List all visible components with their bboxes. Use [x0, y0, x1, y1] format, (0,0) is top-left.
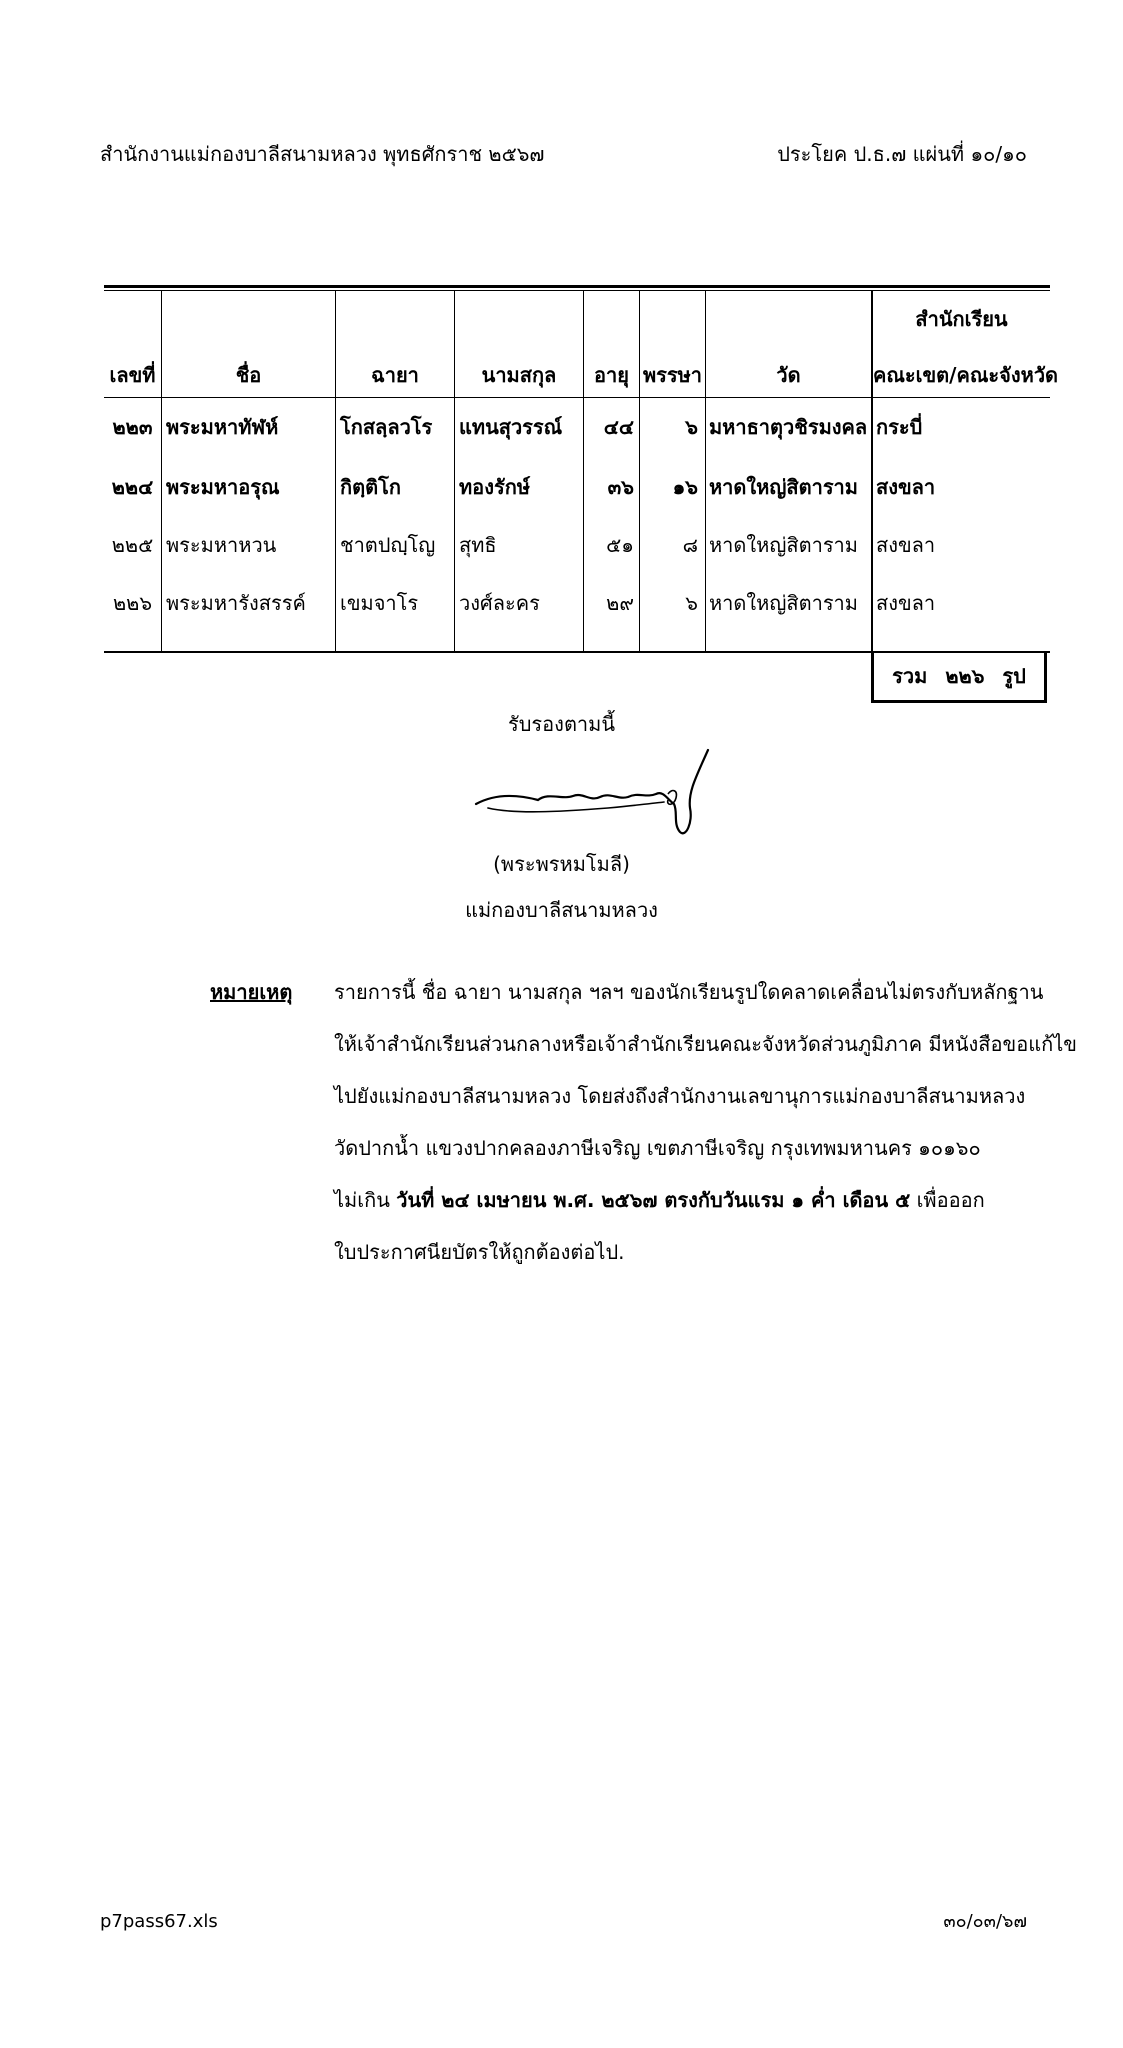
cell-no: ๒๒๓ — [112, 415, 153, 439]
cell-temple: หาดใหญ่สิตาราม — [709, 533, 858, 557]
note-line: ให้เจ้าสำนักเรียนส่วนกลางหรือเจ้าสำนักเรียนคณะจังหวัดส่วนภูมิภาค มีหนังสือขอแก้ไข — [334, 1032, 1077, 1056]
cell-name: พระมหารังสรรค์ — [166, 591, 306, 615]
cell-no: ๒๒๕ — [111, 533, 154, 557]
cell-alias: ชาตปญฺโญ — [340, 533, 436, 557]
total-unit: รูป — [1002, 664, 1026, 688]
signature-image — [468, 742, 718, 852]
note-line: ไปยังแม่กองบาลีสนามหลวง โดยส่งถึงสำนักงานเลขานุการแม่กองบาลีสนามหลวง — [334, 1084, 1026, 1108]
cell-name: พระมหาหวน — [166, 533, 277, 557]
cell-surname: ทองรักษ์ — [459, 475, 530, 499]
cell-age: ๕๑ — [606, 533, 634, 557]
header-alias: ฉายา — [371, 363, 419, 387]
header-no: เลขที่ — [109, 363, 156, 387]
cell-office: สงขลา — [876, 533, 936, 557]
cell-temple: หาดใหญ่สิตาราม — [709, 591, 858, 615]
certify-text: รับรองตามนี้ — [507, 712, 616, 736]
table-top-rule — [104, 285, 1050, 288]
cell-surname: วงศ์ละคร — [459, 591, 540, 615]
table-top-rule-thin — [104, 290, 1050, 291]
note-line: รายการนี้ ชื่อ ฉายา นามสกุล ฯลฯ ของนักเรียนรูปใดคลาดเคลื่อนไม่ตรงกับหลักฐาน — [334, 980, 1044, 1004]
cell-alias: โกสลฺลวโร — [340, 415, 433, 439]
header-age: อายุ — [594, 363, 629, 387]
col-divider — [335, 291, 336, 652]
cell-surname: สุทธิ — [459, 533, 497, 557]
note-deadline-prefix: ไม่เกิน — [334, 1188, 397, 1212]
header-sheet-info: ประโยค ป.ธ.๗ แผ่นที่ ๑๐/๑๐ — [777, 142, 1027, 166]
note-line-deadline — [334, 1186, 985, 1214]
header-office: คณะเขต/คณะจังหวัด — [873, 363, 1059, 387]
col-divider — [705, 291, 706, 652]
header-name: ชื่อ — [235, 363, 262, 387]
total-value: ๒๒๖ — [945, 664, 985, 688]
cell-office: กระบี่ — [876, 415, 923, 439]
cell-name: พระมหาอรุณ — [166, 475, 280, 499]
cell-alias: เขมจาโร — [340, 591, 419, 615]
note-deadline-suffix: เพื่อออก — [910, 1188, 985, 1212]
header-vassa: พรรษา — [642, 363, 703, 387]
cell-no: ๒๒๔ — [111, 475, 154, 499]
note-deadline-date: วันที่ ๒๔ เมษายน พ.ศ. ๒๕๖๗ ตรงกับวันแรม ๑ ค่ำ เดือน ๕ — [396, 1188, 911, 1212]
total-box — [871, 651, 1047, 703]
note-line: ใบประกาศนียบัตรให้ถูกต้องต่อไป. — [334, 1240, 625, 1264]
col-divider — [161, 291, 162, 652]
cell-age: ๔๔ — [603, 415, 634, 439]
cell-temple: มหาธาตุวชิรมงคล — [709, 415, 868, 439]
cell-alias: กิตฺติโก — [340, 475, 401, 499]
cell-vassa: ๘ — [682, 533, 698, 557]
cell-temple: หาดใหญ่สิตาราม — [709, 475, 858, 499]
note-label: หมายเหตุ — [210, 980, 293, 1004]
header-office: สำนักงานแม่กองบาลีสนามหลวง พุทธศักราช ๒๕๖๗ — [100, 142, 545, 166]
cell-surname: แทนสุวรรณ์ — [459, 415, 563, 439]
footer-filename: p7pass67.xls — [100, 1911, 218, 1932]
total-label: รวม — [892, 664, 928, 688]
cell-vassa: ๖ — [685, 591, 698, 615]
cell-age: ๓๖ — [607, 475, 634, 499]
cell-office: สงขลา — [876, 591, 936, 615]
footer-date: ๓๐/๐๓/๖๗ — [943, 1911, 1027, 1932]
cell-name: พระมหาทัฬห์ — [166, 415, 279, 439]
table-header-rule — [104, 397, 1050, 398]
note-line: วัดปากน้ำ แขวงปากคลองภาษีเจริญ เขตภาษีเจริญ กรุงเทพมหานคร ๑๐๑๖๐ — [334, 1136, 981, 1160]
header-temple: วัด — [776, 363, 801, 387]
header-office-top: สำนักเรียน — [915, 307, 1008, 331]
cell-vassa: ๑๖ — [672, 475, 698, 499]
cell-age: ๒๙ — [606, 591, 634, 615]
signer-position: แม่กองบาลีสนามหลวง — [465, 898, 658, 922]
cell-no: ๒๒๖ — [112, 591, 153, 615]
col-divider — [454, 291, 455, 652]
cell-vassa: ๖ — [685, 415, 698, 439]
cell-office: สงขลา — [876, 475, 936, 499]
header-surname: นามสกุล — [481, 363, 557, 387]
signer-name: (พระพรหมโมลี) — [493, 852, 630, 876]
col-divider — [871, 291, 873, 652]
